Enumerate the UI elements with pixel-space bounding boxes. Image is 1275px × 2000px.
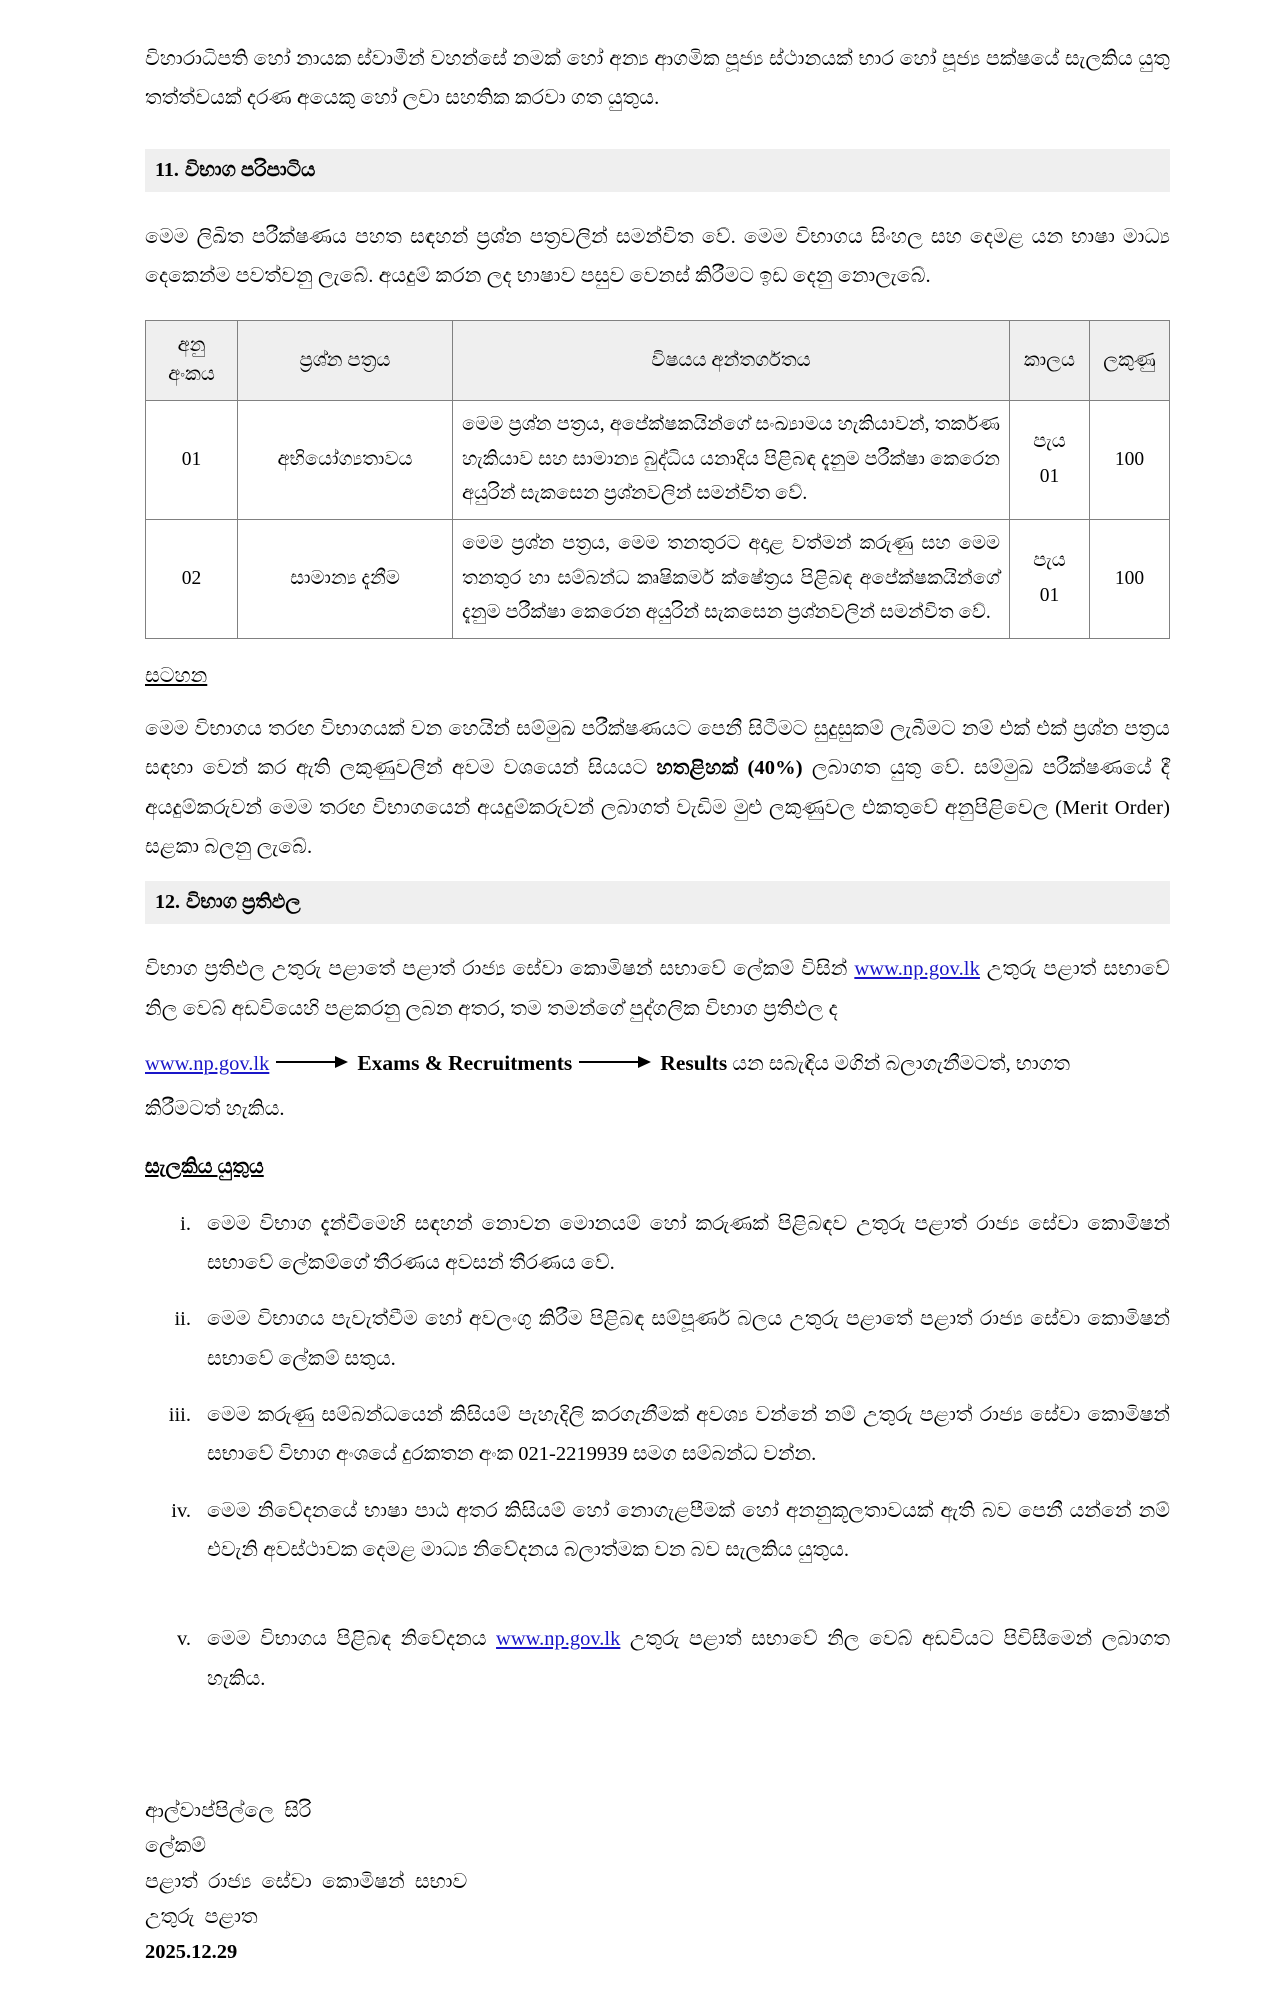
list-item [145, 1300, 1170, 1379]
header-serial-no [146, 321, 238, 401]
table-row [146, 520, 1170, 639]
list-item-text: මෙම විභාග දැන්වීමෙහි සඳහන් නොවන මොනයම් හෝ කරුණක් පිළිබඳව උතුරු පළාත් රාජ්‍ය සේවා කොමිෂන් සභාවේ ලේකම්ගේ තීරණය අවසන් තීරණය වේ. [207, 1212, 1170, 1274]
duration-unit: පැය [1033, 550, 1066, 572]
header-serial-line2: අංකය [168, 363, 215, 385]
note-paragraph [145, 710, 1170, 867]
cell-subject-content: මෙම ප්‍රශ්න පත්‍රය, මෙම තනතුරට අදාළ වත්මන් කරුණු සහ මෙම තනතුර හා සම්බන්ධ කෘෂිකර්ම ක්ෂේත්‍රය පිළිබඳ අපේක්ෂකයින්ගේ දැනුම පරීක්ෂා කෙරෙන අයුරින් සැකසෙන ප්‍රශ්නවලින් සමන්විත වේ. [453, 520, 1010, 639]
np-gov-lk-link-flow[interactable]: www.np.gov.lk [145, 1053, 270, 1076]
flow-step-exams-recruitments: Exams & Recruitments [357, 1051, 573, 1076]
arrow-right-icon [276, 1056, 350, 1068]
list-item-text-after: උතුරු පළාත් සභාවේ නිල වෙබ් අඩවියට පිවිසීමෙන් ලබාගත හැකිය. [207, 1628, 1170, 1690]
list-item-text-before: මෙම විභාගය පිළිබඳ නිවේදනය [207, 1628, 497, 1651]
np-gov-lk-link[interactable]: www.np.gov.lk [854, 958, 980, 981]
list-item-text: මෙම විභාගය පැවැත්වීම හෝ අවලංගු කිරීම පිළිබඳ සම්පූර්ණ බලය උතුරු පළාතේ පළාත් රාජ්‍ය සේවා කොමිෂන් සභාවේ ලේකම් සතුය. [207, 1308, 1170, 1370]
duration-value: 01 [1039, 466, 1060, 488]
exam-structure-table [145, 320, 1170, 639]
signature-date: 2025.12.29 [145, 1941, 238, 1964]
list-item [145, 1205, 1170, 1284]
cell-question-paper: සාමාන්‍ය දැනීම [238, 520, 453, 639]
cell-duration [1010, 400, 1090, 519]
section-11-number: 11. [155, 158, 179, 181]
flow-tail-text: යන සබැඳිය මගින් බලාගැනීමටත්, භාගත [727, 1053, 1071, 1076]
arrow-right-icon [579, 1056, 653, 1068]
intro-paragraph: විහාරාධිපති හෝ නායක ස්වාමීන් වහන්සේ නමක් හෝ අන්‍ය ආගමික පූජ්‍ය ස්ථානයක් භාර හෝ පූජ්‍ය පක්ෂයේ සැලකිය යුතු තත්ත්වයක් දරණ අයෙකු හෝ ලවා සහතික කරවා ගත යුතුය. [145, 48, 1170, 110]
signatory-designation: ලේකම් [145, 1835, 206, 1858]
duration-value: 01 [1039, 585, 1060, 607]
cell-serial-no: 01 [146, 400, 238, 519]
note-text-part2: ලබාගත යුතු වේ. සම්මුඛ පරීක්ෂණයේ දී අයදුම්කරුවන් මෙම තරඟ විභාගයෙන් අයදුම්කරුවන් ලබාගත් වැඩිම මුළු ලකුණුවල එකතුවේ අනුපිළිවෙල (Merit Order) සළකා බලනු ලැබේ. [145, 757, 1170, 859]
section-11-intro: මෙම ලිඛිත පරීක්ෂණය පහත සඳහන් ප්‍රශ්න පත්‍රවලින් සමන්විත වේ. මෙම විභාගය සිංහල සහ දෙමළ යන භාෂා මාධ්‍ය දෙකෙන්ම පවත්වනු ලැබේ. අයදුම් කරන ලද භාෂාව පසුව වෙනස් කිරීමට ඉඩ දෙනු නොලැබේ. [145, 225, 1170, 288]
header-marks: ලකුණු [1090, 321, 1170, 401]
list-marker: ii. [174, 1308, 191, 1331]
cell-marks: 100 [1090, 520, 1170, 639]
table-row [146, 400, 1170, 519]
list-item [145, 1396, 1170, 1475]
note-pass-mark: හතළිහක් (40%) [656, 757, 803, 780]
signatory-body: පළාත් රාජ්‍ය සේවා කොමිෂන් සභාව [145, 1870, 468, 1893]
header-question-paper: ප්‍රශ්න පත්‍රය [238, 321, 453, 401]
cell-marks: 100 [1090, 400, 1170, 519]
notice-list [145, 1205, 1170, 1700]
flow-step-results: Results [660, 1051, 728, 1076]
results-text-part1: විභාග ප්‍රතිඵල උතුරු පළාතේ පළාත් රාජ්‍ය සේවා කොමිෂන් සභාවේ ලේකම් විසින් [145, 958, 855, 981]
section-heading-11 [145, 149, 1170, 192]
header-duration: කාලය [1010, 321, 1090, 401]
section-12-paragraph [145, 950, 1170, 1029]
section-12-number: 12. [155, 891, 180, 914]
duration-unit: පැය [1033, 431, 1066, 453]
signature-block [145, 1794, 1170, 1970]
results-flow-continuation: කිරීමටත් හැකිය. [145, 1098, 285, 1121]
list-item [145, 1620, 1170, 1699]
cell-duration [1010, 520, 1090, 639]
section-12-title: විභාග ප්‍රතිඵල [186, 891, 301, 914]
list-item-text: මෙම නිවේදනයේ භාෂා පාඨ අතර කිසියම් හෝ නොගැළපීමක් හෝ අනනුකූලතාවයක් ඇති බව පෙනී යන්නේ නම් එවැනි අවස්ථාවක දෙමළ මාධ්‍ය නිවේදනය බලාත්මක වන බව සැලකිය යුතුය. [207, 1499, 1170, 1562]
signatory-name: ආල්වාප්පිල්ලෙ සිරි [145, 1800, 312, 1823]
list-marker: iii. [168, 1404, 191, 1426]
header-subject-content: විෂයය අන්තර්ගතය [453, 321, 1010, 401]
results-navigation-flow [145, 1043, 1170, 1084]
signatory-province: උතුරු පළාත [145, 1905, 258, 1928]
section-11-title: විභාග පරිපාටිය [184, 158, 316, 181]
note-heading: සටහන [145, 665, 208, 688]
np-gov-lk-link-notice[interactable]: www.np.gov.lk [496, 1628, 621, 1651]
notice-heading: සැලකිය යුතුය [145, 1155, 264, 1178]
cell-question-paper: අභියෝග්‍යතාවය [238, 400, 453, 519]
section-heading-12 [145, 881, 1170, 924]
note-text-part1: මෙම විභාගය තරඟ විභාගයක් වන හෙයින් සම්මුඛ පරීක්ෂණයට පෙනී සිටීමට සුදුසුකම් ලැබීමට නම් එක් එක් ප්‍රශ්න පත්‍රය සඳහා වෙන් කර ඇති ලකුණුවලින් අවම වශයෙන් සියයට [145, 717, 1170, 780]
header-serial-line1: අනු [177, 335, 206, 357]
list-marker: i. [180, 1212, 191, 1235]
results-text-part2: උතුරු පළාත් සභාවේ නිල වෙබ් අඩවියෙහි පළකරනු ලබන අතර, තම තමන්ගේ පුද්ගලික විභාග ප්‍රතිඵල ද [145, 958, 1170, 1020]
cell-serial-no: 02 [146, 520, 238, 639]
list-item-text: මෙම කරුණු සම්බන්ධයෙන් කිසියම් පැහැදිලි කරගැනීමක් අවශ්‍ය වන්නේ නම් උතුරු පළාත් රාජ්‍ය සේවා කොමිෂන් සභාවේ විභාග අංශයේ දුරකතන අංක 021-2219939 සමග සම්බන්ධ වන්න. [207, 1404, 1170, 1466]
table-header-row [146, 321, 1170, 401]
list-marker: v. [176, 1628, 191, 1651]
cell-subject-content: මෙම ප්‍රශ්න පත්‍රය, අපේක්ෂකයින්ගේ සංඛ්‍යාමය හැකියාවන්, තර්කණ හැකියාව සහ සාමාන්‍ය බුද්ධිය යනාදිය පිළිබඳ දැනුම පරීක්ෂා කෙරෙන අයුරින් සැකසෙන ප්‍රශ්නවලින් සමන්විත වේ. [453, 400, 1010, 519]
list-marker: iv. [171, 1499, 191, 1522]
list-item [145, 1492, 1170, 1571]
